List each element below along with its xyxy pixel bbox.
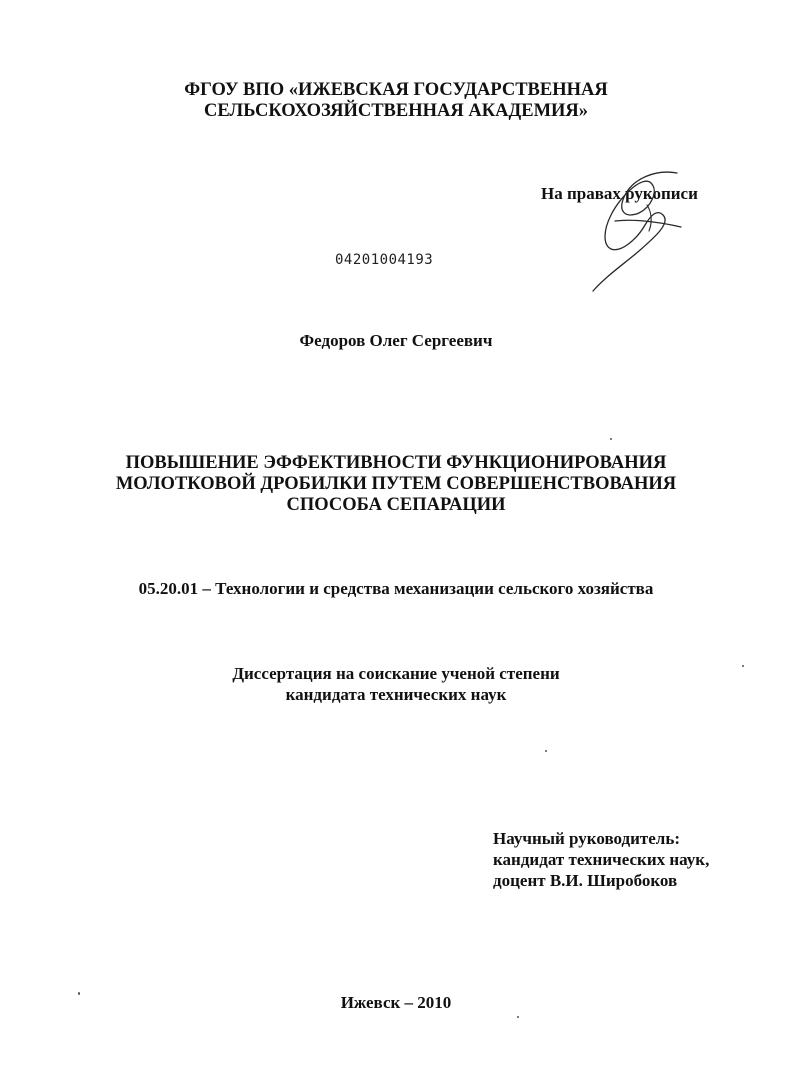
title-line-1: ПОВЫШЕНИЕ ЭФФЕКТИВНОСТИ ФУНКЦИОНИРОВАНИЯ <box>125 453 667 473</box>
degree-statement <box>0 663 792 705</box>
city-year: Ижевск – 2010 <box>340 993 452 1012</box>
scan-speck <box>78 992 80 995</box>
scan-speck <box>517 1016 519 1018</box>
supervisor-line-1: Научный руководитель: <box>493 829 680 848</box>
degree-line-1: Диссертация на соискание ученой степени <box>232 664 560 683</box>
institution-name <box>0 80 792 122</box>
title-line-2: МОЛОТКОВОЙ ДРОБИЛКИ ПУТЕМ СОВЕРШЕНСТВОВАНИЯ <box>115 474 677 494</box>
catalog-number: 04201004193 <box>335 252 434 268</box>
supervisor-line-3: доцент В.И. Широбоков <box>493 871 678 890</box>
degree-line-2: кандидата технических наук <box>285 685 507 704</box>
signature-stroke-2 <box>615 220 681 227</box>
manuscript-note: На правах рукописи <box>541 184 698 203</box>
scan-speck <box>545 750 547 752</box>
author-name: Федоров Олег Сергеевич <box>299 331 493 350</box>
dissertation-title <box>0 453 792 516</box>
supervisor-block <box>493 828 709 891</box>
handwritten-signature <box>585 165 695 300</box>
scan-speck <box>742 665 744 667</box>
scan-speck <box>610 438 612 440</box>
supervisor-line-2: кандидат технических наук, <box>493 850 710 869</box>
title-line-3: СПОСОБА СЕПАРАЦИИ <box>286 495 506 515</box>
institution-line-2: СЕЛЬСКОХОЗЯЙСТВЕННАЯ АКАДЕМИЯ» <box>203 101 589 121</box>
institution-line-1: ФГОУ ВПО «ИЖЕВСКАЯ ГОСУДАРСТВЕННАЯ <box>184 80 608 100</box>
specialty-code: 05.20.01 – Технологии и средства механизации сельского хозяйства <box>138 579 654 598</box>
signature-stroke-1 <box>593 172 677 291</box>
